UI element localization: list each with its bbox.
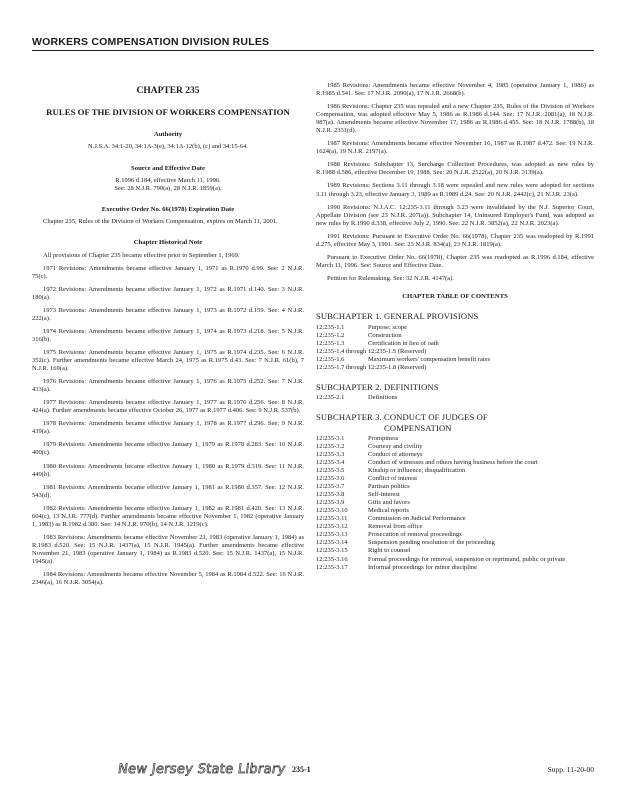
expiration-heading: Executive Order No. 66(1978) Expiration Date — [101, 205, 235, 213]
toc-entry[interactable] — [316, 539, 594, 547]
toc-entry-reserved[interactable]: 12:235-1.4 through 12:235-1.5 (Reserved) — [316, 347, 427, 355]
toc-entry[interactable] — [316, 467, 594, 475]
toc-text: Partisan politics — [368, 483, 410, 491]
subchapter-1-heading: SUBCHAPTER 1. GENERAL PROVISIONS — [316, 311, 479, 322]
toc-text: Conduct of witnesses and others having business before the court — [368, 458, 538, 466]
toc-number: 12:235-3.16 — [316, 555, 348, 563]
source-line-2: See: 28 N.J.R. 790(a), 28 N.J.R. 1859(a). — [114, 184, 222, 192]
history-heading: Chapter Historical Note — [133, 239, 203, 247]
history-paragraph: All provisions of Chapter 235 became effective prior to September 1, 1969. — [43, 251, 240, 259]
history-paragraph: 1982 Revisions: Amendments became effective January 1, 1982 as R.1981 d.420. See: 13 N.J.R. 604(c), 13 N.J.R. 777(d). Further amendments became effective November 1, 1982 (operative January 1, 1983) as R.1982 d.380. See: 14 N.J.R. 970(b), 14 N.J.R. 1219(c). — [32, 504, 304, 528]
subchapter-2-heading: SUBCHAPTER 2. DEFINITIONS — [316, 381, 439, 392]
toc-number: 12:235-3.7 — [316, 483, 345, 491]
toc-number: 12:235-3.11 — [316, 515, 348, 523]
history-paragraph: 1987 Revisions: Amendments became effective November 16, 1987 as R.1987 d.472. See: 19 N.J.R. 1624(a), 19 N.J.R. 2197(a). — [316, 140, 594, 156]
toc-number: 12:235-3.9 — [316, 499, 345, 507]
header-title: WORKERS COMPENSATION DIVISION RULES — [32, 36, 270, 48]
toc-text: Certification in lieu of oath — [368, 339, 439, 347]
page-number: 235-1 — [292, 765, 311, 774]
history-paragraph: Petition for Rulemaking. See: 32 N.J.R. 4147(a). — [327, 274, 454, 282]
toc-text: Definitions — [368, 394, 398, 402]
toc-entry[interactable] — [316, 531, 594, 539]
history-paragraph: Pursuant to Executive Order No. 66(1978), Chapter 235 was readopted as R.1996 d.184, effective March 11, 1996. See: Source and Effective Date. — [316, 253, 594, 269]
toc-number: 12:235-3.5 — [316, 467, 345, 474]
expiration-text: Chapter 235, Rules of the Division of Workers Compensation, expires on March 11, 2001. — [43, 218, 278, 226]
subchapter-3-heading — [316, 412, 594, 433]
library-logo: New Jersey State Library — [116, 762, 287, 777]
history-paragraph: 1976 Revisions: Amendments became effective January 1, 1976 as R.1975 d.252. See: 7 N.J.R. 433(a). — [32, 378, 304, 394]
toc-number: 12:235-1.1 — [316, 323, 345, 331]
chapter-title: RULES OF THE DIVISION OF WORKERS COMPENSATION — [46, 106, 290, 117]
toc-text: Purpose; scope — [368, 323, 408, 331]
source-line-1: R.1996 d.184, effective March 11, 1996. — [115, 176, 221, 184]
toc-number: 12:235-1.3 — [316, 339, 345, 347]
toc-entry[interactable] — [316, 443, 594, 451]
history-paragraph: 1990 Revisions: N.J.A.C. 12:235-3.11 through 3.23 were invalidated by the N.J. Superior Court, Appellate Division (see 23 N.J.R. 207(a)). Subchapter 14, Uninsured Employer's Fund, was adopted as new rules by R.1990 d.338, effective July 2, 1990. See: 22 N.J.R. 3852(a), 22 N.J.R. 2023(a). — [316, 203, 594, 227]
toc-title: CHAPTER TABLE OF CONTENTS — [402, 292, 508, 300]
page-footer — [32, 762, 594, 782]
toc-text: Medical reports — [368, 507, 409, 515]
toc-text: Conflict of interest — [368, 475, 418, 483]
supplement-date: Supp. 11-20-00 — [547, 765, 594, 774]
toc-text: Right to counsel — [368, 547, 411, 555]
source-heading: Source and Effective Date — [131, 164, 205, 172]
toc-entry[interactable] — [316, 564, 594, 572]
history-paragraph: 1981 Revisions: Amendments became effective January 1, 1981 as R.1980 d.357. See: 12 N.J.R. 543(d). — [32, 483, 304, 499]
toc-text: Kinship or influence; disqualification — [368, 467, 466, 474]
toc-text: Promptness — [368, 434, 399, 442]
toc-entry[interactable] — [316, 356, 594, 364]
authority-heading: Authority — [153, 131, 183, 139]
toc-number: 12:235-3.2 — [316, 442, 345, 450]
left-column — [32, 84, 304, 592]
toc-number: 12:235-3.1 — [316, 434, 345, 442]
toc-entry[interactable] — [316, 515, 594, 523]
toc-number: 12:235-1.2 — [316, 331, 345, 339]
history-paragraph: 1978 Revisions: Amendments became effective January 1, 1978 as R.1977 d.296. See: 9 N.J.R. 439(a). — [32, 420, 304, 436]
history-paragraph: 1984 Revisions: Amendments became effective November 5, 1984 as R.1984 d.522. See: 16 N.J.R. 2346(a), 16 N.J.R. 3054(a). — [32, 571, 304, 587]
toc-entry[interactable] — [316, 483, 594, 491]
authority-text: N.J.S.A. 34:1-20, 34:1A-3(e), 34:1A-12(b), (c) and 34:15-64. — [88, 143, 248, 151]
history-paragraph: 1971 Revisions: Amendments became effective January 1, 1971 as R.1970 d.99. See: 2 N.J.R. 75(c). — [32, 264, 304, 280]
toc-text: Construction — [368, 331, 402, 339]
chapter-number: CHAPTER 235 — [136, 86, 200, 96]
toc-text: Informal proceedings for minor discipline — [368, 563, 478, 571]
toc-text: Formal proceedings for removal, suspension or reprimand, public or private — [368, 555, 566, 563]
history-paragraph: 1986 Revisions: Chapter 235 was repealed and a new Chapter 235, Rules of the Division of Workers Compensation, was adopted effective May 5, 1986 as R.1986 d.144. See: 17 N.J.R. 2081(a), 18 N.J.R. 987(a). Amendments became effective November 17, 1986 as R.1986 d.455. See: 18 N.J.R. 1788(b), 18 N.J.R. 2331(d). — [316, 103, 594, 135]
toc-text: Suspension pending resolution of the proceeding — [368, 539, 495, 547]
toc-entry[interactable] — [316, 324, 594, 332]
history-paragraph: 1991 Revisions: Pursuant to Executive Order No. 66(1978), Chapter 235 was readopted by R.1991 d.275, effective May 3, 1991. See: 23 N.J.R. 834(a), 23 N.J.R. 1819(a). — [316, 232, 594, 248]
toc-entry[interactable] — [316, 475, 594, 483]
history-paragraph: 1989 Revisions: Sections 3.11 through 3.18 were repealed and new rules were adopted for sections 3.11 through 3.23, effective January 3, 1989 as R.1989 d.24. See: 20 N.J.R. 2442(c), 21 N.J.R. 23(a). — [316, 182, 594, 198]
toc-number: 12:235-3.8 — [316, 491, 345, 499]
toc-entry[interactable] — [316, 332, 594, 340]
history-paragraph: 1975 Revisions: Amendments became effective January 1, 1975 as R.1974 d.235. See: 6 N.J.R. 352(c). Further amendments became effective March 24, 1975 as R.1975 d.43. See: 7 N.J.R. 61(b), 7 N.J.R. 169(a). — [32, 348, 304, 373]
history-paragraph: 1983 Revisions: Amendments became effective November 21, 1983 (operative January 1, 1984) as R.1983 d.520. See: 15 N.J.R. 1437(a), 15 N.J.R. 1945(a). Further amendments became effective November 21, 1983 (operative January 1, 1984) as R.1983 d.520. See: 15 N.J.R. 1437(a), 15 N.J.R. 1945(a). — [32, 533, 304, 565]
toc-entry[interactable] — [316, 523, 594, 531]
toc-entry[interactable] — [316, 556, 594, 564]
toc-number: 12:235-3.10 — [316, 507, 348, 515]
toc-text: Gifts and favors — [368, 499, 410, 507]
history-paragraph: 1972 Revisions: Amendments became effective January 1, 1972 as R.1971 d.140. See: 3 N.J.R. 180(a). — [32, 285, 304, 301]
history-paragraph: 1980 Revisions: Amendments became effective January 1, 1980 as R.1979 d.319. See: 11 N.J.R. 449(b). — [32, 462, 304, 478]
toc-number: 12:235-3.4 — [316, 458, 345, 466]
history-paragraph: 1973 Revisions: Amendments became effective January 1, 1973 as R.1972 d.159. See: 4 N.J.R. 222(a). — [32, 306, 304, 322]
toc-number: 12:235-1.6 — [316, 355, 345, 363]
toc-text: Conduct of attorneys — [368, 450, 423, 458]
toc-number: 12:235-3.17 — [316, 563, 348, 571]
running-header — [32, 36, 594, 51]
toc-number: 12:235-3.15 — [316, 547, 348, 555]
history-paragraph: 1985 Revisions: Amendments became effective November 4, 1985 (operative January 1, 1986) as R.1985 d.541. See: 17 N.J.R. 2090(a), 17 N.J.R. 2668(b). — [316, 82, 594, 98]
toc-number: 12:235-3.6 — [316, 475, 345, 483]
toc-text: Courtesy and civility — [368, 442, 423, 450]
history-paragraph: 1977 Revisions: Amendments became effective January 1, 1977 as R.1976 d.256. See: 8 N.J.R. 424(a). Further amendments became effective October 26, 1977 as R.1977 d.406. See: 9 N.J.R. 537(b). — [32, 399, 304, 415]
toc-text: Prosecution of removal proceedings — [368, 531, 462, 539]
toc-number: 12:235-3.3 — [316, 450, 345, 458]
toc-entry[interactable] — [316, 340, 594, 348]
toc-number: 12:235-3.14 — [316, 539, 348, 547]
toc-entry[interactable] — [316, 547, 594, 555]
toc-number: 12:235-3.12 — [316, 523, 348, 531]
toc-text: Commission on Judicial Performance — [368, 515, 466, 523]
toc-number: 12:235-3.13 — [316, 531, 348, 539]
history-paragraph: 1979 Revisions: Amendments became effective January 1, 1979 as R.1978 d.283. See: 10 N.J.R. 400(c). — [32, 441, 304, 457]
toc-entry-reserved[interactable]: 12:235-1.7 through 12:235-1.8 (Reserved) — [316, 363, 427, 371]
toc-text: Self-interest — [368, 491, 400, 499]
toc-entry[interactable] — [316, 394, 594, 402]
subchapter-3-heading-line-1: SUBCHAPTER 3. CONDUCT OF JUDGES OF — [316, 412, 488, 423]
toc-entry[interactable] — [316, 435, 594, 443]
toc-entry[interactable] — [316, 507, 594, 515]
subchapter-3-heading-line-2: COMPENSATION — [384, 422, 452, 433]
toc-text: Maximum workers' compensation benefit rates — [368, 355, 491, 363]
history-paragraph: 1988 Revisions: Subchapter 13, Surcharge Collection Procedures, was adopted as new rules by R.1988 d.586, effective December 19, 1988. See: 20 N.J.R. 2522(a), 20 N.J.R. 3139(a). — [316, 161, 594, 177]
toc-text: Removal from office — [368, 523, 423, 531]
toc-entry[interactable] — [316, 459, 594, 467]
toc-entry[interactable] — [316, 491, 594, 499]
toc-number: 12:235-2.1 — [316, 394, 345, 402]
toc-entry[interactable] — [316, 451, 594, 459]
right-column — [316, 82, 594, 572]
history-paragraph: 1974 Revisions: Amendments became effective January 1, 1974 as R.1973 d.218. See: 5 N.J.R. 316(b). — [32, 327, 304, 343]
toc-entry[interactable] — [316, 499, 594, 507]
